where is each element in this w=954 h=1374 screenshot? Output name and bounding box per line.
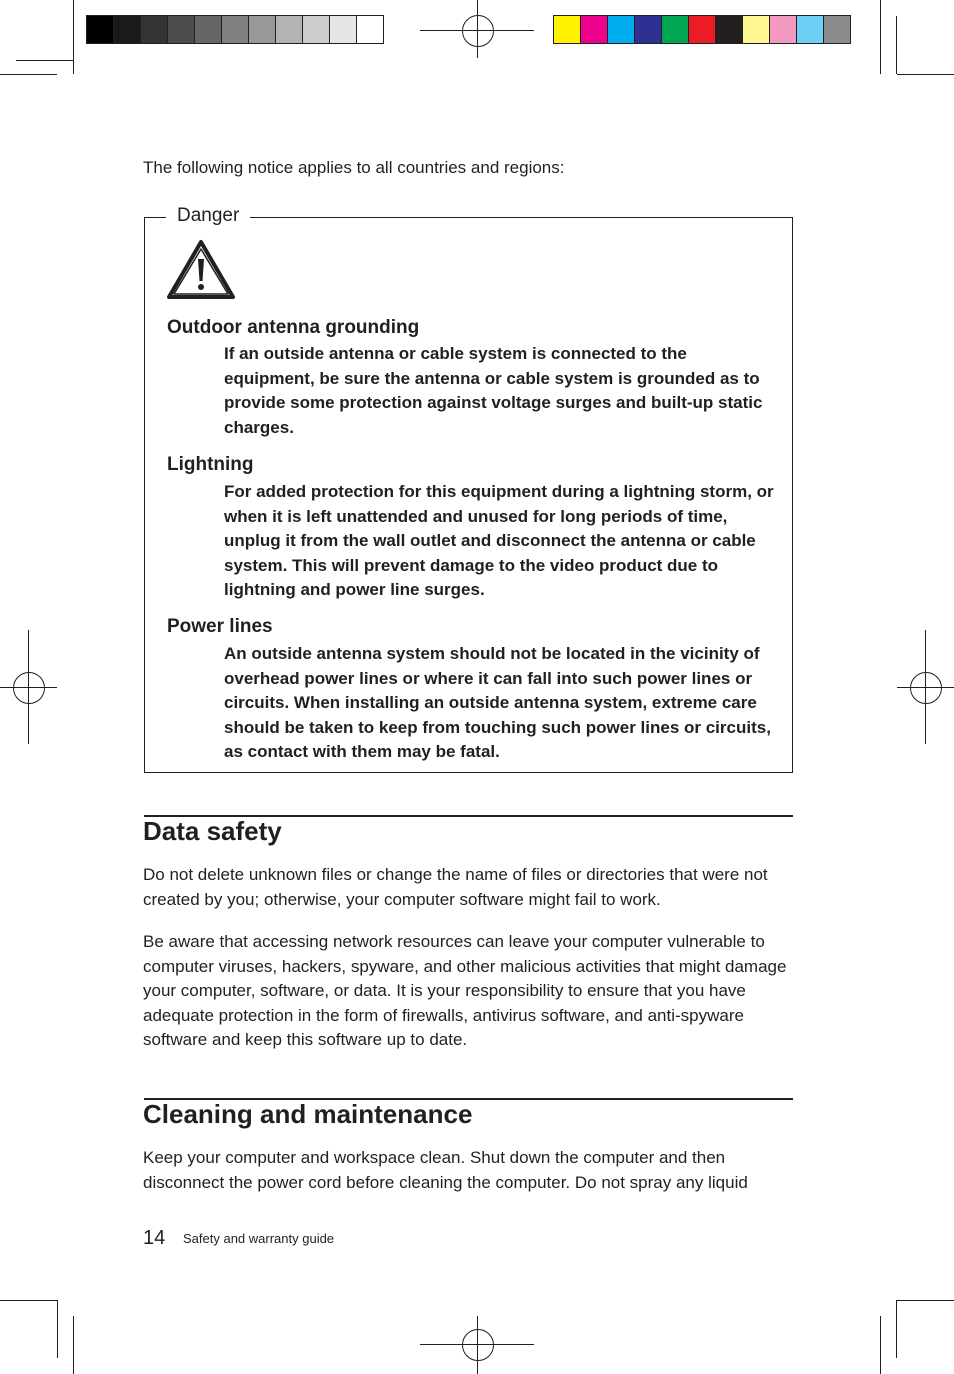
crop-mark [897,1300,954,1301]
crop-mark [73,0,74,74]
section-title-data-safety: Data safety [143,816,282,846]
color-swatch [249,16,276,43]
crop-mark [880,0,881,74]
color-swatch [195,16,222,43]
page-number: 14 [143,1227,166,1249]
color-swatch [276,16,303,43]
crop-mark [896,1300,897,1358]
color-swatch [141,16,168,43]
color-swatch [635,16,662,43]
data-safety-paragraph-1: Do not delete unknown files or change the name of files or directories that were not created by you; otherwise, your computer software might fail to work. [143,865,768,909]
intro-text: The following notice applies to all countries and regions: [143,158,565,177]
color-swatch [608,16,635,43]
danger-heading-lightning: Lightning [167,454,254,475]
color-swatch [303,16,330,43]
danger-heading-power-lines: Power lines [167,616,273,637]
crop-mark [896,16,897,74]
crop-mark [73,1316,74,1374]
grayscale-color-bar [86,15,384,44]
color-swatch [797,16,824,43]
warning-triangle-icon [166,239,236,301]
crop-mark [0,1300,57,1301]
process-color-bar [553,15,851,44]
danger-body-lightning: For added protection for this equipment during a lightning storm, or when it is left unattended and unused for long periods of time, unplug it from the wall outlet and disconnect the antenna or cable system. This will prevent damage to the video product due to lightning and power line surges. [224,482,774,600]
color-swatch [554,16,581,43]
color-swatch [581,16,608,43]
crop-mark [16,60,73,61]
color-swatch [87,16,114,43]
section-title-cleaning: Cleaning and maintenance [143,1099,473,1129]
color-swatch [357,16,383,43]
color-swatch [168,16,195,43]
color-swatch [689,16,716,43]
color-swatch [824,16,850,43]
footer-title: Safety and warranty guide [183,1231,335,1246]
color-swatch [222,16,249,43]
danger-body-power-lines: An outside antenna system should not be located in the vicinity of overhead power lines or where it can fall into such power lines or circuits. When installing an outside antenna system, extreme care should be taken to keep from touching such power lines or circuits, as contact with them may be fatal. [224,644,771,762]
color-swatch [770,16,797,43]
cleaning-paragraph-1: Keep your computer and workspace clean. Shut down the computer and then disconnect the power cord before cleaning the computer. Do not spray any liquid [143,1148,748,1192]
color-swatch [743,16,770,43]
color-swatch [330,16,357,43]
danger-heading-antenna-grounding: Outdoor antenna grounding [167,317,420,338]
crop-mark [897,74,954,75]
crop-mark [57,1300,58,1358]
color-swatch [114,16,141,43]
danger-label: Danger [166,205,250,227]
color-swatch [662,16,689,43]
crop-mark [0,74,57,75]
data-safety-paragraph-2: Be aware that accessing network resources can leave your computer vulnerable to computer viruses, hackers, spyware, and other malicious activities that might damage your computer, software, or data. It is your responsibility to ensure that you have adequate protection in the form of firewalls, antivirus software, and anti-spyware software and keep this software up to date. [143,932,787,1050]
crop-mark [880,1316,881,1374]
danger-body-antenna-grounding: If an outside antenna or cable system is connected to the equipment, be sure the antenna or cable system is grounded as to provide some protection against voltage surges and built-up static charges. [224,344,763,437]
color-swatch [716,16,743,43]
